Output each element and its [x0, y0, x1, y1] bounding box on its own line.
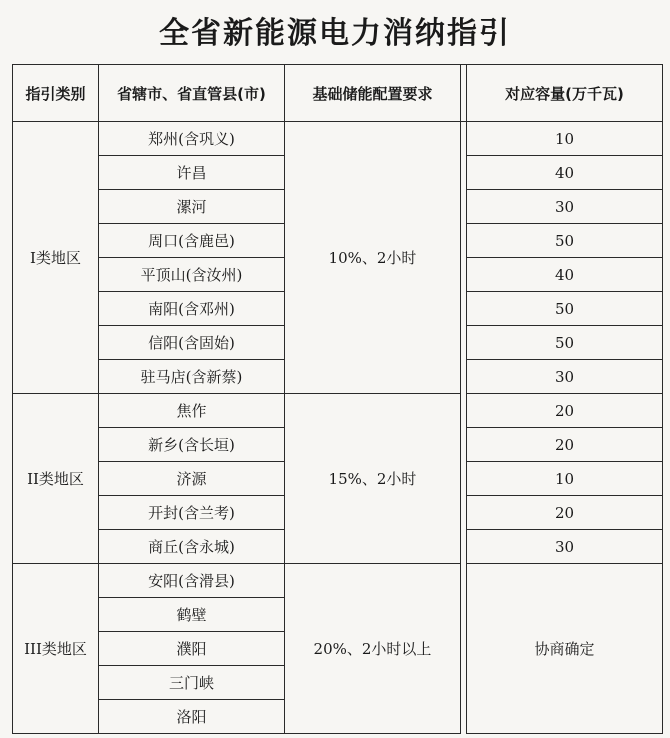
table-row [13, 122, 663, 156]
city-cell: 郑州(含巩义) [99, 122, 285, 156]
table-header-row [13, 65, 663, 122]
table-row [13, 564, 663, 598]
table-row [13, 394, 663, 428]
capacity-cell: 40 [467, 156, 663, 190]
capacity-cell: 20 [467, 496, 663, 530]
requirement-cell: 15%、2小时 [285, 394, 461, 564]
capacity-cell: 30 [467, 530, 663, 564]
capacity-cell: 50 [467, 326, 663, 360]
header-capacity: 对应容量(万千瓦) [467, 65, 663, 122]
city-cell: 开封(含兰考) [99, 496, 285, 530]
city-cell: 三门峡 [99, 666, 285, 700]
capacity-cell: 50 [467, 292, 663, 326]
city-cell: 新乡(含长垣) [99, 428, 285, 462]
document-title: 全省新能源电力消纳指引 [159, 16, 511, 51]
header-requirement: 基础储能配置要求 [285, 65, 461, 122]
city-cell: 洛阳 [99, 700, 285, 734]
city-cell: 许昌 [99, 156, 285, 190]
city-cell: 信阳(含固始) [99, 326, 285, 360]
capacity-cell: 20 [467, 394, 663, 428]
city-cell: 濮阳 [99, 632, 285, 666]
city-cell: 商丘(含永城) [99, 530, 285, 564]
city-cell: 济源 [99, 462, 285, 496]
city-cell: 安阳(含滑县) [99, 564, 285, 598]
city-cell: 焦作 [99, 394, 285, 428]
category-cell: III类地区 [13, 564, 99, 734]
capacity-cell: 10 [467, 122, 663, 156]
capacity-cell: 20 [467, 428, 663, 462]
header-category: 指引类别 [13, 65, 99, 122]
city-cell: 南阳(含邓州) [99, 292, 285, 326]
capacity-cell: 10 [467, 462, 663, 496]
city-cell: 漯河 [99, 190, 285, 224]
city-cell: 鹤壁 [99, 598, 285, 632]
capacity-merged-cell: 协商确定 [467, 564, 663, 734]
requirement-cell: 10%、2小时 [285, 122, 461, 394]
capacity-cell: 50 [467, 224, 663, 258]
capacity-cell: 30 [467, 360, 663, 394]
header-city: 省辖市、省直管县(市) [99, 65, 285, 122]
category-cell: II类地区 [13, 394, 99, 564]
consumption-guide-table [12, 64, 663, 734]
capacity-cell: 30 [467, 190, 663, 224]
capacity-cell: 40 [467, 258, 663, 292]
city-cell: 驻马店(含新蔡) [99, 360, 285, 394]
requirement-cell: 20%、2小时以上 [285, 564, 461, 734]
city-cell: 周口(含鹿邑) [99, 224, 285, 258]
category-cell: I类地区 [13, 122, 99, 394]
city-cell: 平顶山(含汝州) [99, 258, 285, 292]
